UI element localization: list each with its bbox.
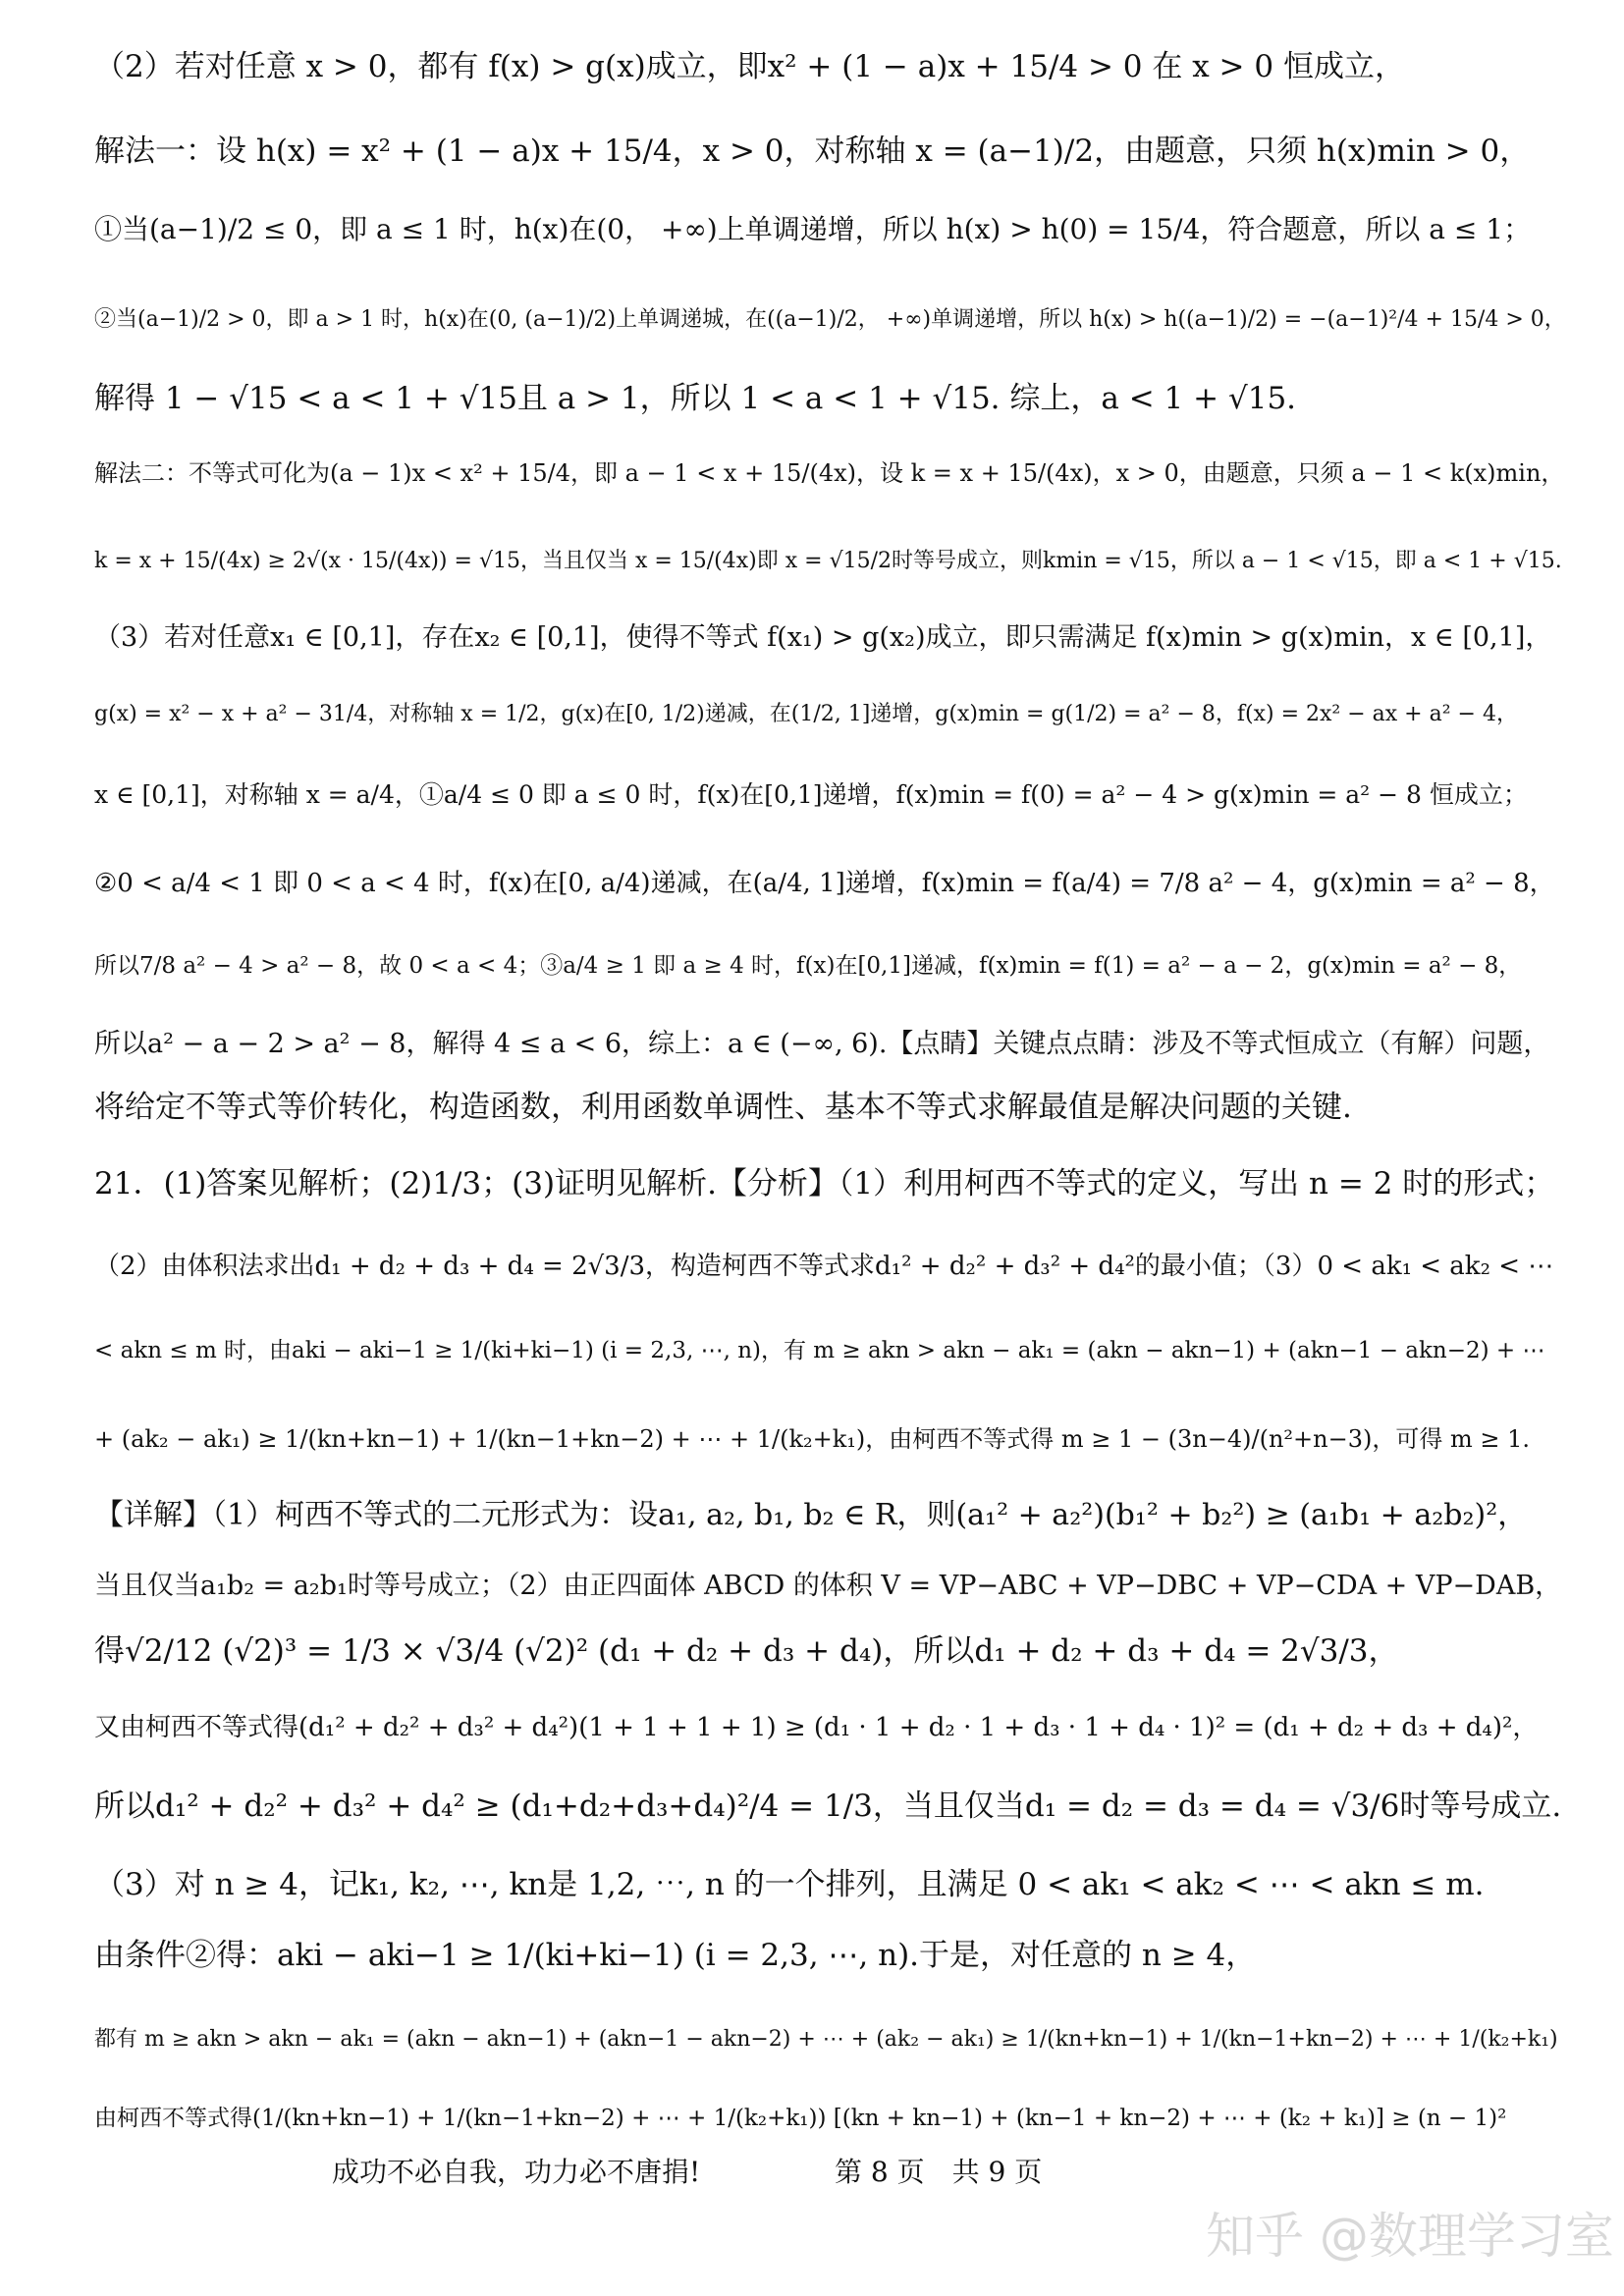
text-line: + (ak₂ − ak₁) ≥ 1/(kn+kn−1) + 1/(kn−1+kn−2) + ⋯ + 1/(k₂+k₁)，由柯西不等式得 m ≥ 1 − (3n−4)/(n²+n−3)，可得 m ≥ 1. <box>94 1425 1530 1453</box>
text-line: 所以a² − a − 2 > a² − 8，解得 4 ≤ a < 6，综上：a ∈ (−∞, 6).【点睛】关键点点睛：涉及不等式恒成立（有解）问题， <box>94 1029 1550 1059</box>
text-line: 都有 m ≥ akn > akn − ak₁ = (akn − akn−1) + (akn−1 − akn−2) + ⋯ + (ak₂ − ak₁) ≥ 1/(kn+kn−1) + 1/(kn−1+kn−2) + ⋯ + 1/(k₂+k₁) <box>94 2027 1558 2052</box>
text-line: 21．(1)答案见解析；(2)1/3；(3)证明见解析.【分析】（1）利用柯西不等式的定义，写出 n = 2 时的形式； <box>94 1166 1555 1201</box>
text-line: x ∈ [0,1]，对称轴 x = a/4，①a/4 ≤ 0 即 a ≤ 0 时，f(x)在[0,1]递增，f(x)min = f(0) = a² − 4 > g(x)min = a² − 8 恒成立； <box>94 780 1528 809</box>
text-line: 所以7/8 a² − 4 > a² − 8，故 0 < a < 4；③a/4 ≥ 1 即 a ≥ 4 时，f(x)在[0,1]递减，f(x)min = f(1) = a² − a − 2，g(x)min = a² − 8， <box>94 953 1522 979</box>
text-line: ②0 < a/4 < 1 即 0 < a < 4 时，f(x)在[0, a/4)递减，在(a/4, 1]递增，f(x)min = f(a/4) = 7/8 a² − 4，g(x)min = a² − 8， <box>94 869 1555 898</box>
text-line: （2）若对任意 x > 0，都有 f(x) > g(x)成立，即x² + (1 − a)x + 15/4 > 0 在 x > 0 恒成立， <box>94 49 1405 84</box>
text-line: 所以d₁² + d₂² + d₃² + d₄² ≥ (d₁+d₂+d₃+d₄)²/4 = 1/3，当且仅当d₁ = d₂ = d₃ = d₄ = √3/6时等号成立. <box>94 1789 1562 1824</box>
text-line: 得√2/12 (√2)³ = 1/3 × √3/4 (√2)² (d₁ + d₂ + d₃ + d₄)，所以d₁ + d₂ + d₃ + d₄ = 2√3/3， <box>94 1633 1399 1669</box>
text-line: ①当(a−1)/2 ≤ 0，即 a ≤ 1 时，h(x)在(0， +∞)上单调递增，所以 h(x) > h(0) = 15/4，符合题意，所以 a ≤ 1； <box>94 213 1532 245</box>
text-line: （3）若对任意x₁ ∈ [0,1]，存在x₂ ∈ [0,1]，使得不等式 f(x₁) > g(x₂)成立，即只需满足 f(x)min > g(x)min，x ∈ [0,1]， <box>94 622 1552 653</box>
text-line: 解得 1 − √15 < a < 1 + √15且 a > 1，所以 1 < a < 1 + √15. 综上，a < 1 + √15. <box>94 381 1297 416</box>
watermark: 知乎 @数理学习室 <box>1206 2208 1614 2265</box>
text-line: 由条件②得：aki − aki−1 ≥ 1/(ki+ki−1) (i = 2,3, ⋯, n).于是，对任意的 n ≥ 4， <box>94 1938 1257 1973</box>
text-line: （3）对 n ≥ 4，记k₁, k₂, ⋯, kn是 1,2, ⋯, n 的一个排列，且满足 0 < ak₁ < ak₂ < ⋯ < akn ≤ m. <box>94 1867 1485 1902</box>
text-line: 由柯西不等式得(1/(kn+kn−1) + 1/(kn−1+kn−2) + ⋯ + 1/(k₂+k₁)) [(kn + kn−1) + (kn−1 + kn−2) + ⋯ + (k₂ + k₁)] ≥ (n − 1)² <box>94 2106 1507 2131</box>
text-line: k = x + 15/(4x) ≥ 2√(x · 15/(4x)) = √15，当且仅当 x = 15/(4x)即 x = √15/2时等号成立，则kmin = √15，所以 a − 1 < √15，即 a < 1 + √15. <box>94 549 1562 573</box>
text-line: 当且仅当a₁b₂ = a₂b₁时等号成立；（2）由正四面体 ABCD 的体积 V = VP−ABC + VP−DBC + VP−CDA + VP−DAB， <box>94 1571 1562 1601</box>
text-line: 解法二：不等式可化为(a − 1)x < x² + 15/4，即 a − 1 < x + 15/(4x)，设 k = x + 15/(4x)，x > 0，由题意，只须 a − 1 < k(x)min， <box>94 459 1565 487</box>
text-line: < akn ≤ m 时，由aki − aki−1 ≥ 1/(ki+ki−1) (i = 2,3, ⋯, n)，有 m ≥ akn > akn − ak₁ = (akn − akn−1) + (akn−1 − akn−2) + ⋯ <box>94 1338 1545 1363</box>
text-line: 又由柯西不等式得(d₁² + d₂² + d₃² + d₄²)(1 + 1 + 1 + 1) ≥ (d₁ · 1 + d₂ · 1 + d₃ · 1 + d₄ · 1)² = (d₁ + d₂ + d₃ + d₄)²， <box>94 1713 1539 1742</box>
text-line: 【详解】（1）柯西不等式的二元形式为：设a₁, a₂, b₁, b₂ ∈ R，则(a₁² + a₂²)(b₁² + b₂²) ≥ (a₁b₁ + a₂b₂)²， <box>94 1498 1528 1532</box>
footer-motto: 成功不必自我，功力必不唐捐! <box>332 2156 701 2188</box>
text-line: g(x) = x² − x + a² − 31/4，对称轴 x = 1/2，g(x)在[0, 1/2)递减，在(1/2, 1]递增，g(x)min = g(1/2) = a² − 8，f(x) = 2x² − ax + a² − 4， <box>94 702 1518 726</box>
text-line: 解法一：设 h(x) = x² + (1 − a)x + 15/4，x > 0，对称轴 x = (a−1)/2，由题意，只须 h(x)min > 0， <box>94 133 1531 169</box>
page-number: 第 8 页 共 9 页 <box>835 2156 1043 2188</box>
text-line: （2）由体积法求出d₁ + d₂ + d₃ + d₄ = 2√3/3，构造柯西不等式求d₁² + d₂² + d₃² + d₄²的最小值；（3）0 < ak₁ < ak₂ < ⋯ <box>94 1252 1554 1281</box>
text-line: 将给定不等式等价转化，构造函数，利用函数单调性、基本不等式求解最值是解决问题的关键. <box>94 1090 1352 1125</box>
text-line: ②当(a−1)/2 > 0，即 a > 1 时，h(x)在(0, (a−1)/2)上单调递城，在((a−1)/2， +∞)单调递增，所以 h(x) > h((a−1)/2) = −(a−1)²/4 + 15/4 > 0， <box>94 307 1566 332</box>
